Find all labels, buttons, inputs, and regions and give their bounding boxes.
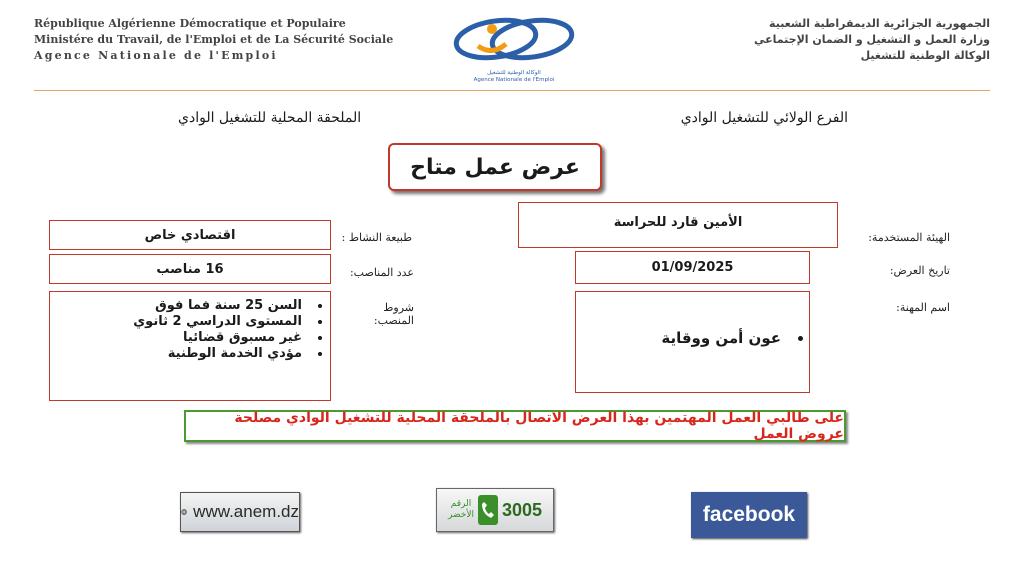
green-number-value: 3005 [501, 499, 542, 520]
logo-caption-fr: Agence Nationale de l'Emploi [473, 77, 555, 83]
condition-item: • مؤدي الخدمة الوطنية [50, 346, 308, 362]
positions-box [49, 254, 331, 284]
header-divider [34, 90, 990, 91]
green-number-button[interactable] [436, 488, 554, 532]
condition-item: • المستوى الدراسي 2 ثانوي [50, 314, 308, 330]
header-ar-line-1: الجمهورية الجزائرية الديمقراطية الشعبية [769, 17, 990, 30]
anem-logo-icon [448, 12, 580, 66]
contact-notice: على طالبي العمل المهتمين بهذا العرض الاتصال بالملحقة المحلية للتشغيل الوادي مصلحة عروض العمل [184, 410, 846, 442]
facebook-label: facebook [702, 503, 796, 526]
condition-item: • غير مسبوق قضائيا [50, 330, 308, 346]
header-ar-line-2: وزارة العمل و التشغيل و الضمان الإجتماعي [754, 33, 990, 46]
date-label: تاريخ العرض: [889, 264, 950, 277]
header-fr-line-2: Ministére du Travail, de l'Emploi et de La Sécurité Sociale [34, 33, 394, 46]
website-button[interactable] [180, 492, 300, 532]
positions-label: عدد المناصب: [349, 266, 414, 279]
job-box [575, 291, 810, 393]
employer-value: الأمين قارد للحراسة [613, 215, 743, 230]
conditions-label: شروط المنصب: [373, 301, 414, 327]
website-label: www.anem.dz [193, 502, 299, 521]
facebook-button[interactable] [691, 492, 807, 538]
header-french [34, 16, 393, 64]
positions-value: 16 مناصب [156, 261, 224, 277]
header-fr-line-3: Agence Nationale de l'Emploi [34, 49, 278, 62]
activity-label: طبيعة النشاط : [341, 231, 412, 244]
phone-icon [478, 495, 498, 525]
offer-title: عرض عمل متاح [388, 143, 602, 191]
conditions-box [49, 291, 331, 401]
date-box [575, 251, 810, 284]
branch-left: الملحقة المحلية للتشغيل الوادي [178, 110, 362, 126]
activity-box [49, 220, 331, 250]
logo-caption-ar: الوكالة الوطنية للتشغيل [487, 70, 541, 76]
date-value: 01/09/2025 [651, 260, 734, 275]
green-number-label-2: الأخضر [447, 510, 474, 520]
globe-icon [181, 501, 187, 523]
branch-right: الفرع الولائي للتشغيل الوادي [680, 110, 848, 126]
job-value: • عون أمن ووقاية [576, 330, 787, 346]
anem-logo [448, 12, 580, 86]
conditions-list [50, 292, 330, 362]
employer-box [518, 202, 838, 248]
employer-label: الهيئة المستخدمة: [868, 231, 950, 244]
job-label: اسم المهنة: [896, 301, 950, 314]
condition-item: • السن 25 سنة فما فوق [50, 298, 308, 314]
header-ar-line-3: الوكالة الوطنية للتشغيل [860, 49, 990, 62]
activity-value: اقتصادي خاص [144, 227, 236, 243]
header-fr-line-1: République Algérienne Démocratique et Populaire [34, 17, 346, 30]
green-number-caption [448, 499, 474, 521]
header-arabic [590, 16, 990, 64]
green-number-label-1: الرقم [450, 499, 472, 509]
